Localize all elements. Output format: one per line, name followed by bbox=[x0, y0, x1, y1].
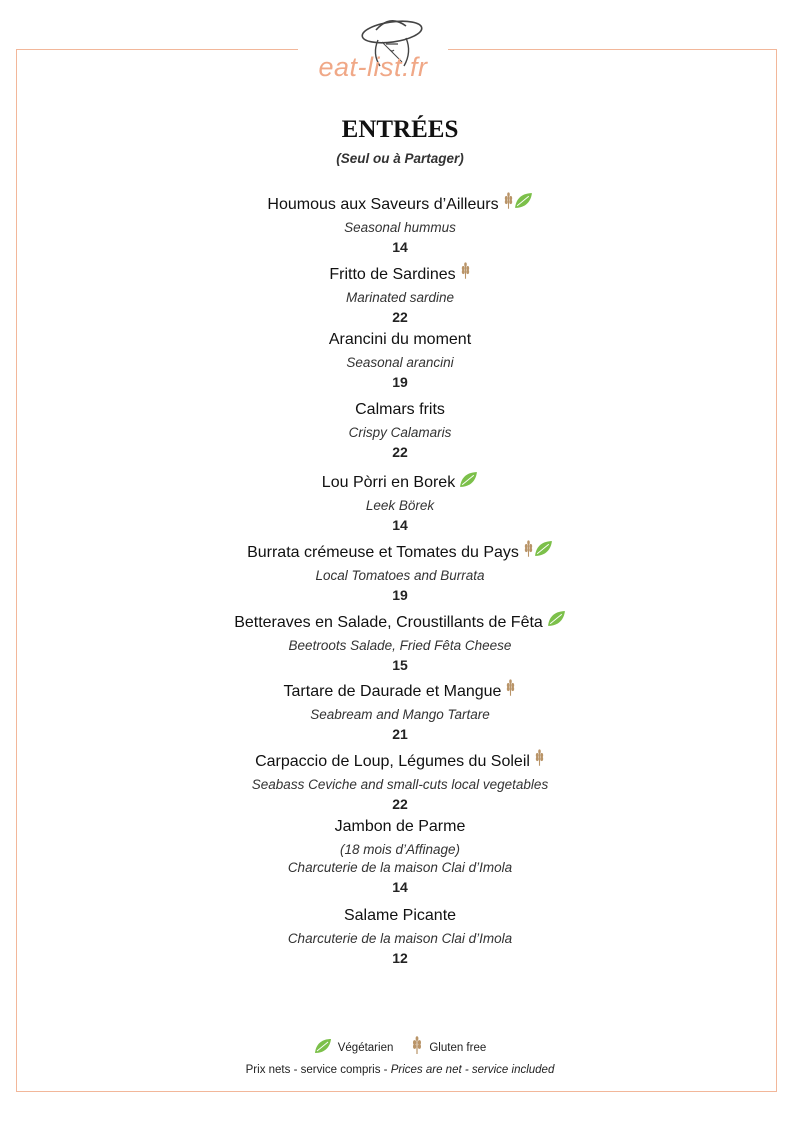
legend-vegetarian: Végétarien bbox=[337, 1042, 394, 1054]
item-name bbox=[0, 902, 800, 930]
item-name-text: Tartare de Daurade et Mangue bbox=[283, 683, 502, 701]
menu-item bbox=[0, 902, 800, 972]
diet-icons bbox=[523, 535, 553, 563]
item-price: 14 bbox=[392, 517, 408, 534]
item-price: 19 bbox=[392, 374, 408, 391]
item-note: (18 mois d’Affinage) bbox=[339, 842, 461, 858]
item-description: Seabass Ceviche and small-cuts local vegetables bbox=[251, 776, 549, 792]
item-description: Marinated sardine bbox=[345, 289, 455, 305]
item-name-text: Jambon de Parme bbox=[334, 818, 466, 836]
item-description: Seasonal arancini bbox=[346, 355, 454, 371]
item-name bbox=[0, 605, 800, 637]
menu-item bbox=[0, 674, 800, 744]
item-name bbox=[0, 187, 800, 219]
item-price: 22 bbox=[392, 443, 408, 460]
item-name-text: Arancini du moment bbox=[328, 331, 472, 349]
menu-item bbox=[0, 744, 800, 814]
item-description: Beetroots Salade, Fried Fêta Cheese bbox=[288, 637, 512, 653]
item-name bbox=[0, 257, 800, 289]
item-name bbox=[0, 535, 800, 567]
item-description: Seasonal hummus bbox=[344, 220, 456, 235]
item-name-text: Burrata crémeuse et Tomates du Pays bbox=[247, 543, 519, 561]
item-name-text: Salame Picante bbox=[343, 907, 457, 925]
menu-item bbox=[0, 396, 800, 466]
wheat-icon bbox=[505, 679, 516, 696]
item-description: Charcuterie de la maison Clai d’Imola bbox=[287, 860, 513, 876]
item-price: 22 bbox=[392, 308, 408, 325]
item-description: Crispy Calamaris bbox=[348, 424, 452, 440]
menu-item bbox=[0, 257, 800, 327]
diet-icons bbox=[505, 674, 516, 702]
item-name-text: Lou Pòrri en Borek bbox=[321, 474, 456, 492]
item-price: 21 bbox=[392, 726, 408, 743]
menu-item bbox=[0, 813, 800, 902]
menu-item bbox=[0, 187, 800, 257]
item-price: 15 bbox=[392, 656, 408, 673]
footer-en: Prices are net - service included bbox=[390, 1064, 555, 1076]
page-subtitle: (Seul ou à Partager) bbox=[336, 151, 464, 166]
item-name bbox=[0, 813, 800, 841]
item-description: Seabream and Mango Tartare bbox=[310, 707, 490, 723]
menu-items bbox=[0, 187, 800, 972]
leaf-icon bbox=[314, 1038, 332, 1054]
item-price: 22 bbox=[392, 795, 408, 812]
legend bbox=[0, 1036, 800, 1054]
item-name-text: Fritto de Sardines bbox=[329, 265, 456, 283]
wheat-icon bbox=[503, 192, 514, 209]
item-name bbox=[0, 326, 800, 354]
item-price: 14 bbox=[392, 879, 408, 896]
menu-item bbox=[0, 535, 800, 605]
item-name-text: Betteraves en Salade, Croustillants de Fêta bbox=[234, 613, 543, 631]
legend-gluten-free: Gluten free bbox=[429, 1042, 487, 1054]
diet-icons bbox=[459, 465, 478, 493]
diet-icons bbox=[503, 187, 533, 215]
page-title: ENTRÉES bbox=[341, 116, 459, 143]
logo-text: eat-list.fr bbox=[318, 52, 428, 82]
item-name-text: Houmous aux Saveurs d’Ailleurs bbox=[267, 196, 499, 213]
leaf-icon bbox=[534, 540, 553, 557]
diet-icons bbox=[460, 257, 471, 285]
leaf-icon bbox=[547, 610, 566, 627]
wheat-icon bbox=[411, 1036, 423, 1054]
item-name-text: Carpaccio de Loup, Légumes du Soleil bbox=[255, 752, 530, 770]
leaf-icon bbox=[459, 470, 478, 487]
item-name bbox=[0, 744, 800, 776]
item-description: Charcuterie de la maison Clai d’Imola bbox=[287, 931, 513, 947]
item-price: 12 bbox=[392, 950, 408, 967]
item-name bbox=[0, 465, 800, 497]
item-description: Leek Börek bbox=[365, 498, 435, 514]
item-name-text: Calmars frits bbox=[355, 400, 445, 418]
wheat-icon bbox=[534, 749, 545, 766]
item-price: 14 bbox=[392, 239, 408, 255]
menu-item bbox=[0, 605, 800, 675]
leaf-icon bbox=[514, 192, 533, 209]
footer-note bbox=[0, 1064, 800, 1076]
menu-item bbox=[0, 465, 800, 535]
wheat-icon bbox=[523, 540, 534, 557]
brand-logo bbox=[298, 12, 448, 88]
footer-sep: - bbox=[380, 1064, 391, 1076]
item-name bbox=[0, 396, 800, 424]
wheat-icon bbox=[460, 262, 471, 279]
footer-fr: Prix nets - service compris bbox=[245, 1064, 381, 1076]
diet-icons bbox=[534, 744, 545, 772]
menu-item bbox=[0, 326, 800, 396]
item-price: 19 bbox=[392, 586, 408, 603]
item-name bbox=[0, 674, 800, 706]
item-description: Local Tomatoes and Burrata bbox=[315, 567, 485, 583]
diet-icons bbox=[547, 605, 566, 633]
